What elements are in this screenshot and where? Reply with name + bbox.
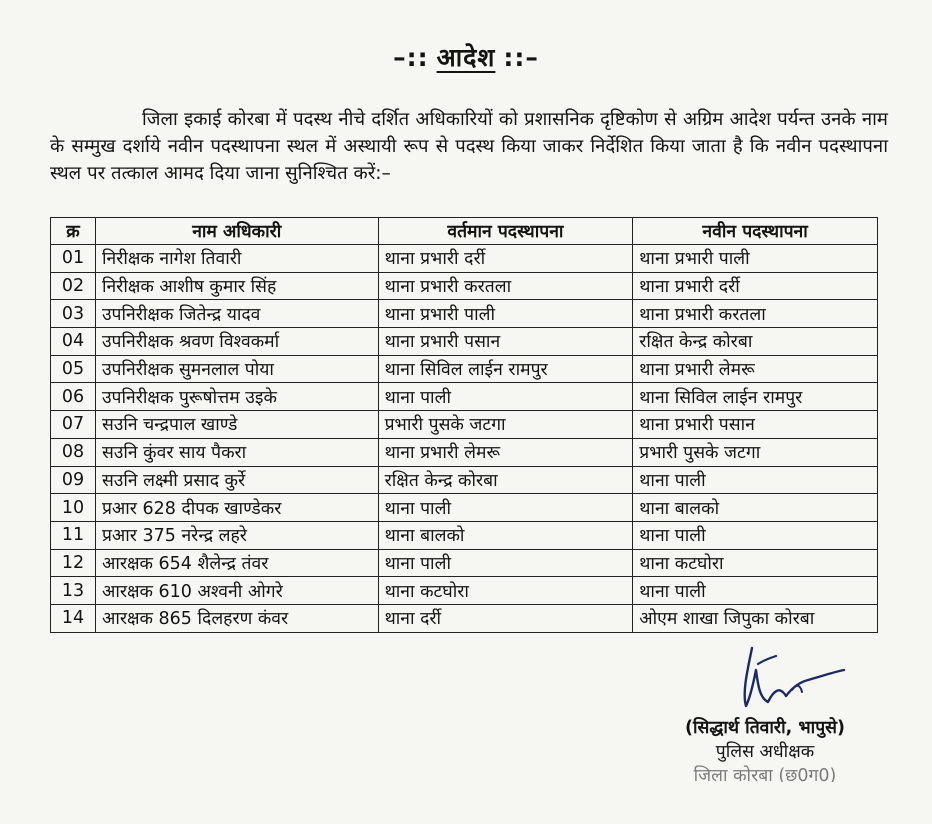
officer-name-cell: सउनि लक्ष्मी प्रसाद कुर्रे	[95, 466, 378, 494]
table-row	[51, 604, 878, 632]
current-posting-cell: थाना सिविल लाईन रामपुर	[378, 355, 633, 383]
serial-cell: 14	[51, 604, 96, 632]
signatory-office: जिला कोरबा (छ0ग0)	[693, 766, 837, 782]
current-posting-cell: थाना पाली	[378, 494, 633, 522]
current-posting-cell: थाना प्रभारी दर्री	[378, 245, 633, 273]
document-heading	[0, 40, 932, 74]
new-posting-cell: ओएम शाखा जिपुका कोरबा	[633, 604, 878, 632]
new-posting-cell: थाना पाली	[633, 466, 878, 494]
table-row	[51, 438, 878, 466]
table-row	[51, 521, 878, 549]
signature-image	[730, 640, 850, 716]
new-posting-cell: थाना कटघोरा	[633, 549, 878, 577]
heading-text: आदेश	[436, 43, 496, 72]
signatory-name: (सिद्धार्थ तिवारी, भापुसे)	[685, 718, 845, 738]
current-posting-cell: रक्षित केन्द्र कोरबा	[378, 466, 633, 494]
serial-cell: 06	[51, 383, 96, 411]
officer-name-cell: आरक्षक 610 अश्वनी ओगरे	[95, 577, 378, 605]
heading-left-marker: –::	[393, 43, 429, 72]
serial-cell: 11	[51, 521, 96, 549]
header-officer-name: नाम अधिकारी	[95, 218, 378, 245]
serial-cell: 02	[51, 272, 96, 300]
table-row	[51, 411, 878, 439]
new-posting-cell: थाना प्रभारी लेमरू	[633, 355, 878, 383]
order-body-text: जिला इकाई कोरबा में पदस्थ नीचे दर्शित अधिकारियों को प्रशासनिक दृष्टिकोण से अग्रिम आदेश पर्यन्त उनके नाम के सम्मुख दर्शाये नवीन पदस्थापना स्थल में अस्थायी रूप से पदस्थ किया जाकर निर्देशित किया जाता है कि नवीन पदस्थापना स्थल पर तत्काल आमद दिया जाना सुनिश्चित करें:–	[50, 109, 888, 184]
new-posting-cell: थाना प्रभारी पाली	[633, 245, 878, 273]
new-posting-cell: थाना प्रभारी दर्री	[633, 272, 878, 300]
current-posting-cell: प्रभारी पुसके जटगा	[378, 411, 633, 439]
table-row	[51, 245, 878, 273]
table-row	[51, 355, 878, 383]
serial-cell: 13	[51, 577, 96, 605]
officer-name-cell: उपनिरीक्षक पुरूषोत्तम उइके	[95, 383, 378, 411]
signatory-designation: पुलिस अधीक्षक	[715, 742, 815, 762]
new-posting-cell: रक्षित केन्द्र कोरबा	[633, 328, 878, 356]
serial-cell: 09	[51, 466, 96, 494]
current-posting-cell: थाना पाली	[378, 549, 633, 577]
current-posting-cell: थाना कटघोरा	[378, 577, 633, 605]
serial-cell: 08	[51, 438, 96, 466]
new-posting-cell: प्रभारी पुसके जटगा	[633, 438, 878, 466]
serial-cell: 10	[51, 494, 96, 522]
officer-name-cell: निरीक्षक नागेश तिवारी	[95, 245, 378, 273]
current-posting-cell: थाना प्रभारी करतला	[378, 272, 633, 300]
transfer-table	[50, 217, 878, 633]
table-row	[51, 272, 878, 300]
officer-name-cell: निरीक्षक आशीष कुमार सिंह	[95, 272, 378, 300]
current-posting-cell: थाना प्रभारी पसान	[378, 328, 633, 356]
table-row	[51, 577, 878, 605]
new-posting-cell: थाना बालको	[633, 494, 878, 522]
serial-cell: 07	[51, 411, 96, 439]
current-posting-cell: थाना प्रभारी पाली	[378, 300, 633, 328]
header-new-posting: नवीन पदस्थापना	[633, 218, 878, 245]
table-row	[51, 549, 878, 577]
header-serial: क्र	[51, 218, 96, 245]
current-posting-cell: थाना प्रभारी लेमरू	[378, 438, 633, 466]
new-posting-cell: थाना सिविल लाईन रामपुर	[633, 383, 878, 411]
serial-cell: 01	[51, 245, 96, 273]
officer-name-cell: सउनि कुंवर साय पैकरा	[95, 438, 378, 466]
table-header-row	[51, 218, 878, 245]
officer-name-cell: उपनिरीक्षक सुमनलाल पोया	[95, 355, 378, 383]
officer-name-cell: प्रआर 628 दीपक खाण्डेकर	[95, 494, 378, 522]
officer-name-cell: आरक्षक 865 दिलहरण कंवर	[95, 604, 378, 632]
officer-name-cell: आरक्षक 654 शैलेन्द्र तंवर	[95, 549, 378, 577]
table-row	[51, 466, 878, 494]
table-row	[51, 328, 878, 356]
serial-cell: 05	[51, 355, 96, 383]
officer-name-cell: उपनिरीक्षक जितेन्द्र यादव	[95, 300, 378, 328]
current-posting-cell: थाना पाली	[378, 383, 633, 411]
table-row	[51, 383, 878, 411]
new-posting-cell: थाना प्रभारी पसान	[633, 411, 878, 439]
officer-name-cell: उपनिरीक्षक श्रवण विश्वकर्मा	[95, 328, 378, 356]
header-current-posting: वर्तमान पदस्थापना	[378, 218, 633, 245]
current-posting-cell: थाना दर्री	[378, 604, 633, 632]
table-row	[51, 300, 878, 328]
new-posting-cell: थाना प्रभारी करतला	[633, 300, 878, 328]
serial-cell: 03	[51, 300, 96, 328]
serial-cell: 04	[51, 328, 96, 356]
signatory-block	[640, 716, 890, 782]
serial-cell: 12	[51, 549, 96, 577]
officer-name-cell: प्रआर 375 नरेन्द्र लहरे	[95, 521, 378, 549]
new-posting-cell: थाना पाली	[633, 577, 878, 605]
officer-name-cell: सउनि चन्द्रपाल खाण्डे	[95, 411, 378, 439]
new-posting-cell: थाना पाली	[633, 521, 878, 549]
current-posting-cell: थाना बालको	[378, 521, 633, 549]
heading-right-marker: ::–	[503, 43, 539, 72]
table-row	[51, 494, 878, 522]
